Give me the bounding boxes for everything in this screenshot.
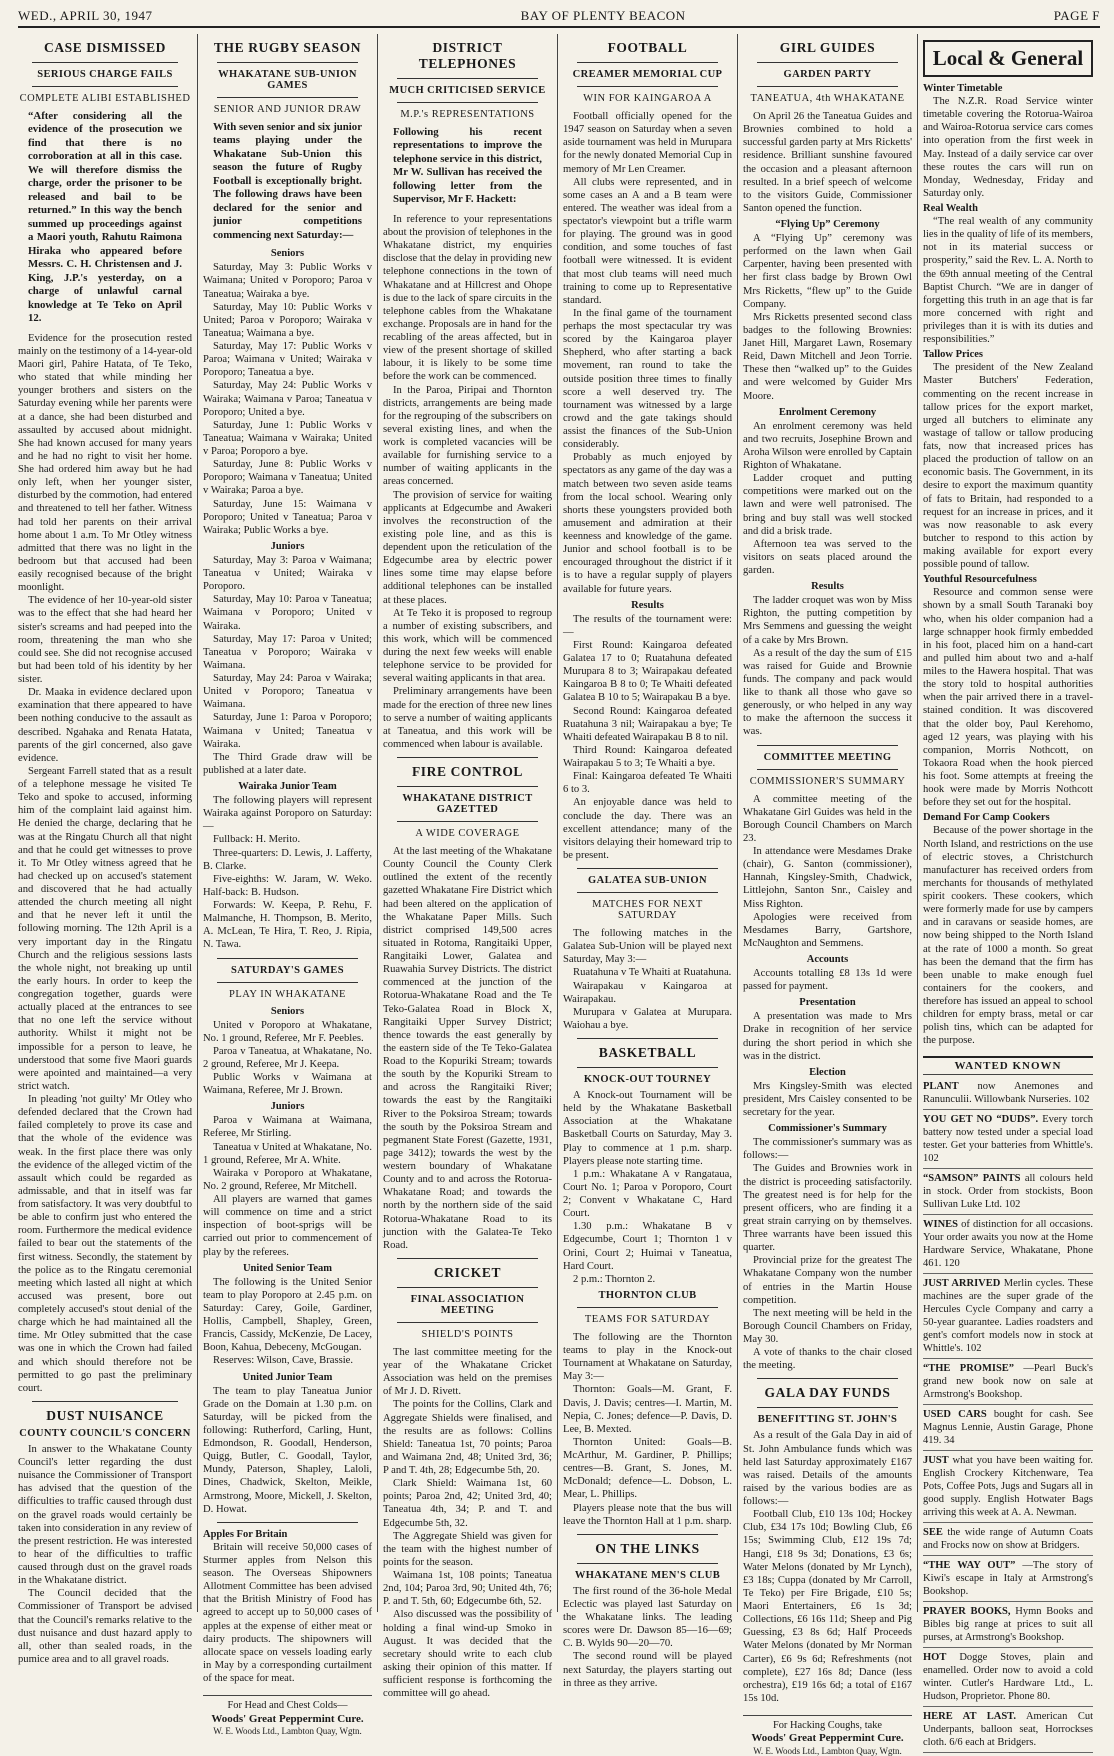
column-football xyxy=(558,34,738,1689)
divider xyxy=(577,868,718,869)
ad-text: of distinction for all occasions. Your order awaits you now at the Home Hardware Service, Whakatane, Phone 461. 120 xyxy=(923,1218,1094,1269)
fixture: Saturday, May 24: Paroa v Wairaka; United v Poroporo; Taneatua v Waimana. xyxy=(203,673,372,711)
ad-keyword: HERE AT LAST. xyxy=(923,1711,1017,1723)
divider xyxy=(32,1401,178,1402)
fixture: Saturday, June 8: Public Works v Poroporo; Waimana v Taneatua; United v Wairaka; Paroa a bye. xyxy=(203,459,372,497)
paragraph: Accounts totalling £8 13s 1d were passed for payment. xyxy=(743,968,912,993)
divider xyxy=(217,1522,358,1523)
paragraph: Dr. Maaka in evidence declared upon examination that there appeared to have been nothing conducive to the assault as described. Ngahaka and Renata Hatata, parents of the girl concerned, also gave evidence. xyxy=(18,687,192,764)
paragraph: In reference to your representations about the provision of telephones in the Whakatane district, my enquiries disclose that the delay in providing new telephone connections in the town of Whakatane and at Hillcrest and Ohope is due to the lack of spare circuits in the telephone cables from the Whakatane exchange. Proposals are in hand for the recabling of the areas affected, but in view of the present shortage of skilled labour, it is likely to be some time before the work can be commenced. xyxy=(383,213,552,383)
headline-football: FOOTBALL xyxy=(607,40,688,55)
paragraph: Britain will receive 50,000 cases of Sturmer apples from Nelson this season. The Overseas Shipowners Allotment Committee has been advised that the British Ministry of Food has agreed to accept up to 50,000 cases of apples at the expense of either meat or dairy products. The shipowners will allocate space on vessels loading early in May by a corresponding curtailment of the space for meat. xyxy=(203,1541,372,1685)
subhead: KNOCK-OUT TOURNEY xyxy=(583,1074,712,1085)
paragraph: The results of the tournament were:— xyxy=(563,613,732,638)
item-heading: Real Wealth xyxy=(923,203,978,214)
divider xyxy=(397,78,538,79)
paragraph: Mrs Kingsley-Smith was elected president, Mrs Caisley consented to be secretary for the year. xyxy=(743,1080,912,1118)
paragraph: Three-quarters: D. Lewis, J. Lafferty, B. Clarke. xyxy=(203,847,372,872)
paragraph: Provincial prize for the greatest The Whakatane Company won the number of entries in the Martin House competition. xyxy=(743,1255,912,1306)
fixture: Saturday, May 17: Public Works v Paroa; Waimana v United; Wairaka v Poroporo; Taneatua a bye. xyxy=(203,341,372,379)
paragraph: Murupara v Galatea at Murupara. Waiohau a bye. xyxy=(563,1006,732,1031)
divider xyxy=(757,745,898,746)
item-heading: Tallow Prices xyxy=(923,349,983,361)
section-heading: Wairaka Junior Team xyxy=(238,781,337,793)
divider xyxy=(397,786,538,787)
paragraph: Probably as much enjoyed by spectators as any game of the day was a match between two seven aside teams from the local school. Wearing only shorts these youngsters provided both amusement and admiration at their keenness and knowledge of the game. Junior and school football is to be encouraged throughout the district if it is to have a regular supply of players available for future years. xyxy=(563,452,732,595)
item-heading: Youthful Resourcefulness xyxy=(923,574,1037,586)
classified-ad xyxy=(923,1110,1093,1169)
ad-text: what you have been waiting for. English Crockery Kitchenware, Tea Pots, Coffee Pots, Jugs and Sugars all in good supply. English Hotwater Bags arriving this week at A. A. Newman. xyxy=(923,1454,1094,1518)
ad-text: bought for cash. See Magnus Lennie, Austin Garage, Phone 419. 34 xyxy=(923,1408,1093,1446)
classified-ad xyxy=(923,1602,1093,1648)
section-heading: Seniors xyxy=(270,248,305,260)
subhead: MUCH CRITICISED SERVICE xyxy=(389,85,546,96)
divider xyxy=(757,769,898,770)
paragraph: The Aggregate Shield was given for the team with the highest number of points for the season. xyxy=(383,1530,552,1568)
paragraph: 1 p.m.: Whakatane A v Rangataua, Court No. 1; Paroa v Poroporo, Court 2; Convent v Whakatane C, Hard Court. xyxy=(563,1168,732,1220)
fixture: Saturday, May 24: Public Works v Wairaka; Waimana v Paroa; Taneatua v Poroporo; United a bye. xyxy=(203,380,372,418)
headline-girl-guides: GIRL GUIDES xyxy=(779,40,876,55)
lead-paragraph: Following his recent representations to improve the telephone service in this district, Mr W. Sullivan has received the following letter from the Supervisor, Mr F. Hackett: xyxy=(393,126,542,206)
subhead: WHAKATANE SUB-UNION GAMES xyxy=(218,69,357,91)
classified-ad xyxy=(923,1359,1093,1405)
paragraph: The following are the Thornton teams to play in the Knock-out Tournament at Whakatane on Saturday, May 3:— xyxy=(563,1331,732,1383)
advert-line: For Hacking Coughs, take xyxy=(772,1720,883,1731)
page-number: PAGE F xyxy=(1053,8,1100,23)
headline-case-dismissed: CASE DISMISSED xyxy=(43,40,167,55)
paragraph: The following matches in the Galatea Sub-Union will be played next Saturday, May 3:— xyxy=(563,928,732,966)
ad-keyword: HOT xyxy=(923,1652,947,1664)
ad-text: Every torch battery now tested under a special load tester. Get your batteries from Whittle's. 102 xyxy=(923,1113,1094,1164)
ad-text: —Pearl Buck's grand new book now on sale at Armstrong's Bookshop. xyxy=(923,1362,1094,1400)
paragraph: Reserves: Wilson, Cave, Brassie. xyxy=(213,1355,354,1367)
paragraph: In answer to the Whakatane County Council's letter regarding the dust nuisance the Commissioner of Transport has advised that the question of the difficulties to traffic caused through dust on the gravel roads would certainly be taken into consideration in any review of the present restriction. He was interested to hear of the difficulties to traffic caused through dust on the gravel roads in the Whakatane district. xyxy=(18,1443,192,1587)
paragraph: The following players will represent Wairaka against Poroporo on Saturday:— xyxy=(203,795,372,833)
section-heading: Results xyxy=(811,581,844,593)
divider xyxy=(577,1307,718,1308)
ad-keyword: “SAMSON” PAINTS xyxy=(923,1172,1021,1184)
section-heading: Accounts xyxy=(806,954,849,965)
subhead: WIN FOR KAINGAROA A xyxy=(583,93,712,104)
classified-ad xyxy=(923,1451,1093,1523)
paragraph: Paroa v Taneatua, at Whakatane, No. 2 ground, Referee, Mr J. Keepa. xyxy=(203,1045,372,1070)
headline-rugby-season: THE RUGBY SEASON xyxy=(213,40,362,55)
paragraph: Preliminary arrangements have been made for the erection of three new lines to serve a number of waiting applicants at Taneatua, and this work will be commenced when labour is available. xyxy=(383,686,552,750)
subhead: CREAMER MEMORIAL CUP xyxy=(572,69,723,80)
divider xyxy=(757,62,898,63)
divider xyxy=(397,821,538,822)
paragraph: Resource and common sense were shown by a small South Taranaki boy who, when his older companion had a large schnapper hook firmly embedded in his foot, placed him on a hand-cart and pulled him about two and a-half miles to the Hawera hospital. That was the story told to hospital authorities when the pair arrived there in a travel-stained condition. It was discovered that the older boy, Paul Kerehomo, aged 12 years, was playing with his companion, Morris Nothcott, on Tokaora Road when the hook pierced his foot. Some attempts at freeing the hook were made by Morris Nothcott before they set out for the hospital. xyxy=(923,587,1093,809)
fixture: Saturday, May 10: Paroa v Taneatua; Waimana v Poroporo; United v Wairaka. xyxy=(203,594,372,632)
divider xyxy=(32,86,178,87)
paragraph: An enrolment ceremony was held and two recruits, Josephine Brown and Aroha Wilson were enrolled by Captain Righton of Whakatane. xyxy=(743,420,912,471)
paragraph: Because of the power shortage in the North Island, and restrictions on the use of electric stoves, a Christchurch manufacturer has received orders from merchants for thousands of methylated spirit cookers. These cookers, which were formerly made for use by campers and in caravans or seaside homes, are now being shipped to the North Island at the rate of 1000 a month. So great has been the demand that the firm has been unable to make enough fuel containers for the cookers, and therefore has issued an appeal to school children for empty brass, metal or car polish tins, which can be adapted for the purpose. xyxy=(923,825,1093,1047)
ad-text: Dogge Stoves, plain and enamelled. Order now to avoid a cold winter. Cutler's Hardware Ltd., L. Hudson, Proprietor. Phone 80. xyxy=(923,1652,1093,1703)
section-heading: THORNTON CLUB xyxy=(598,1289,697,1301)
paragraph: Second Round: Kaingaroa defeated Ruatahuna 3 nil; Wairapakau a bye; Te Whaiti defeated Wairapakau B 8 to nil. xyxy=(563,705,732,743)
subhead: GARDEN PARTY xyxy=(783,69,872,80)
advert-line: W. E. Woods Ltd., Lambton Quay, Wgtn. xyxy=(753,1745,902,1756)
paragraph: The second round will be played next Saturday, the players starting out in three as they arrive. xyxy=(563,1651,732,1689)
section-heading: Election xyxy=(809,1066,846,1078)
section-heading: Results xyxy=(631,599,664,611)
section-heading: United Senior Team xyxy=(242,1262,333,1274)
advert-box xyxy=(743,1715,912,1756)
headline-saturdays-games: SATURDAY'S GAMES xyxy=(231,964,344,976)
headline-district-telephones: DISTRICT TELEPHONES xyxy=(418,40,517,71)
subhead: TEAMS FOR SATURDAY xyxy=(584,1313,711,1325)
lead-paragraph: With seven senior and six junior teams playing under the Whakatane Sub-Union this season the future of Rugby Football is exceptionally bright. The following draws have been declared for the senior and junior competitions commencing next Saturday:— xyxy=(213,121,362,241)
subhead: SENIOR AND JUNIOR DRAW xyxy=(213,104,362,115)
paragraph: The team to play Taneatua Junior Grade on the Domain at 1.30 p.m. on Saturday, will be picked from the following: Rutherford, Carling, Hunt, Edmondson, R. Goodall, Henderson, Quigg, Butler, C. Goodall, Taylor, Mundy, Paterson, Shapley, Laloli, Dines, Chadwick, Skelton, Meikle, Armstrong, Moore, Mickell, J. Skelton, D. Howat. xyxy=(203,1385,372,1515)
paragraph: In the Paroa, Piripai and Thornton districts, arrangements are being made for the regrouping of the subscribers on several existing lines, and when the work is completed vacancies will be available for furnishing service to a number of waiting applicants in the areas concerned. xyxy=(383,384,552,488)
lead-paragraph: “After considering all the evidence of the prosecution we find that there is no corroboration at all in this case. We will therefore dismiss the charge, order the prisoner to be released and bail to be returned.” In this way the bench summed up proceedings against a Maori youth, Rahutu Raimona Hiraka who appeared before Messrs. C. H. Christensen and J. King, J.P.'s yesterday, on a charge of unlawful carnal knowledge at Te Teko on April 12. xyxy=(28,110,182,325)
subhead: FINAL ASSOCIATION MEETING xyxy=(410,1293,525,1316)
paragraph: At the last meeting of the Whakatane County Council the County Clerk outlined the extent of the recently gazetted Whakatane Fire District which had been altered on the application of the Whakatane Paper Mills. Such district comprised 149,500 acres situated in Rotoma, Rangitaiki Upper, Rangitaiki Lower, Galatea and Ruawahia Survey Districts. The district commenced at the junction of the Rotorua-Whakatane Road and the Te Teko-Galatea Road in Block X, Rangitaiki Upper Survey District; thence towards the east generally by the eastern side of the Te Teko-Galatea Road to the Kopuriki Stream; towards the south by the Kopuriki Stream to and across the Rangitaiki River; towards the east by the Rangitaiki River to the Poksiroa Stream; towards the south by the Poksiroa Stream and pegmanent State Forest (Gazette, 1931, page 3412); towards the west by the western boundary of Whakatane County and to and across the Rotorua-Whakatane Road; and towards the north by the northern side of the said Rotorua-Whakatane Road to its junction with the Galatea-Te Teko Road. xyxy=(383,846,552,1251)
paragraph: The Third Grade draw will be published at a later date. xyxy=(203,751,372,776)
divider xyxy=(577,892,718,893)
paragraph: Waimana 1st, 108 points; Taneatua 2nd, 104; Paroa 3rd, 90; United 4th, 76; P. and T. 5th, 60; Edgecumbe 6th, 52. xyxy=(383,1570,552,1608)
section-heading: “Flying Up” Ceremony xyxy=(775,219,880,230)
paragraph: All clubs were represented, and in some cases an A and a B team were entered. The weather was ideal from a spectator's viewpoint but a trifle warm for playing. The ground was in good condition, and some touches of fast football were witnessed. It is evident that most club teams will need much training to come up to Representative standard. xyxy=(563,176,732,306)
ad-keyword: USED CARS xyxy=(923,1408,987,1420)
paragraph: Wairapakau v Kaingaroa at Wairapakau. xyxy=(563,980,732,1005)
masthead xyxy=(18,6,1100,28)
ad-keyword: PLANT xyxy=(923,1080,959,1092)
ad-keyword: “THE PROMISE” xyxy=(923,1362,1015,1374)
subhead: WHAKATANE DISTRICT GAZETTED xyxy=(402,793,533,816)
classified-ad xyxy=(923,1523,1093,1556)
headline-cricket: CRICKET xyxy=(433,1264,502,1280)
divider xyxy=(577,1067,718,1068)
subhead: M.P.'s REPRESENTATIONS xyxy=(400,109,535,120)
subhead: TANEATUA, 4th WHAKATANE xyxy=(750,93,905,104)
divider xyxy=(397,757,538,758)
divider xyxy=(397,1258,538,1259)
ad-text: now Anemones and Ranunculii. Willowbank Nurseries. 102 xyxy=(923,1080,1094,1105)
ad-keyword: JUST ARRIVED xyxy=(923,1277,1001,1289)
column-district-telephones xyxy=(378,34,558,1700)
headline-gala-day-funds: GALA DAY FUNDS xyxy=(764,1385,891,1401)
ad-keyword: PRAYER BOOKS, xyxy=(923,1606,1011,1618)
divider xyxy=(217,958,358,959)
divider xyxy=(217,97,358,98)
paragraph: The last committee meeting for the year of the Whakatane Cricket Association was held on the premises of Mr J. D. Rivett. xyxy=(383,1346,552,1398)
paragraph: Ladder croquet and putting competitions were marked out on the lawn and were well patronised. The bring and buy stall was well stocked and did a brisk trade. xyxy=(743,473,912,537)
paper-name: BAY OF PLENTY BEACON xyxy=(520,8,686,23)
headline-galatea: GALATEA SUB-UNION xyxy=(588,875,707,886)
paragraph: Ruatahuna v Te Whaiti at Ruatahuna. xyxy=(573,967,732,979)
classified-ad xyxy=(923,1405,1093,1451)
column-case-dismissed xyxy=(18,34,198,1665)
classified-ad xyxy=(923,1274,1093,1359)
headline-local-general: Local & General xyxy=(932,46,1084,70)
advert-line: For Head and Chest Colds— xyxy=(227,1700,348,1712)
ad-text: all colours held in stock. Order from stockists, Boon Sullivan Luke Ltd. 102 xyxy=(923,1172,1094,1210)
paragraph: The evidence of her 10-year-old sister was to the effect that she had heard her sister's screams and had peeped into the room, threatening the man who she could see. She did not recognise accused but had been told of his identity by her sister. xyxy=(18,595,192,685)
fixture: Saturday, May 3: Public Works v Waimana; United v Poroporo; Paroa v Taneatua; Wairaka a bye. xyxy=(203,262,372,300)
paragraph: Football officially opened for the 1947 season on Saturday when a seven aside tournament was held in Murupara for the newly donated Memorial Cup in memory of Mr Len Creamer. xyxy=(563,111,732,175)
paragraph: Mrs Ricketts presented second class badges to the following Brownies: Janet Hill, Margaret Lawn, Rosemary Reid, Dawn Mitchell and Jeon Torrie. These then “walked up” to the Guides and were welcomed by Guider Mrs Moore. xyxy=(743,311,912,402)
paragraph: Players please note that the bus will leave the Thornton Hall at 1 p.m. sharp. xyxy=(563,1502,732,1527)
paragraph: 2 p.m.: Thornton 2. xyxy=(573,1273,656,1285)
section-heading: Seniors xyxy=(270,1005,305,1017)
ad-keyword: SEE xyxy=(923,1526,943,1538)
paragraph: Sergeant Farrell stated that as a result of a telephone message he visited Te Teko and spoke to accused, informing him of the complaint laid against him. He denied the charge, declaring that he was at the Ringatu Church all that night and that he could get witnesses to prove it. To Mr Otley witness agreed that he had checked up on accused's statement and discovered that he had actually attended the church meeting all night and that he never left it until the following morning. The 12th April is a very important day in the Ringatu Church and the religious sessions lasts the whole night, not breaking up until the early hours. In order to keep the congregation together, guards were actually placed at the entrances to see that no one left the service without authority. Whilst it might not be impossible for a person to leave, he understood that some five Maori guards were apointed and maintained—a very strict watch. xyxy=(18,765,192,1092)
subhead: SHIELD'S POINTS xyxy=(421,1328,514,1340)
headline-committee-meeting: COMMITTEE MEETING xyxy=(763,751,892,763)
paragraph: First Round: Kaingaroa defeated Galatea 17 to 0; Ruatahuna defeated Murupara 8 to 3; Wairapakau defeated Kaingaroa B 8 to 0; Te Whaiti defeated Galatea B 10 to 5; Wairapakau B a bye. xyxy=(563,639,732,704)
paragraph: A Knock-out Tournament will be held by the Whakatane Basketball Association at the Whakatane Basketball Courts on Saturday, May 3. Play to commence at 1 p.m. sharp. Players please note starting time. xyxy=(563,1090,732,1167)
paragraph: All players are warned that games will commence on time and a strict inspection of boot-sprigs will be carried out prior to commencement of play by the referees. xyxy=(203,1194,372,1258)
headline-on-the-links: ON THE LINKS xyxy=(595,1540,700,1556)
classified-ad xyxy=(923,1169,1093,1215)
divider xyxy=(757,1407,898,1408)
wanted-known-heading: WANTED KNOWN xyxy=(923,1056,1093,1075)
paragraph: A presentation was made to Mrs Drake in recognition of her service during the short period in which she was in the district. xyxy=(743,1011,912,1062)
ad-text: American Cut Underpants, balloon seat, Horrockses cloth. 6/6 each at Bridgers. xyxy=(923,1711,1093,1749)
paragraph: Forwards: W. Keepa, P. Rehu, F. Malmanche, H. Thompson, B. Merito, A. McLean, Te Hira, T. Reo, J. Ripia, N. Tawa. xyxy=(203,900,372,951)
divider xyxy=(577,1038,718,1039)
paragraph: The next meeting will be held in the Borough Council Chambers on Friday, May 30. xyxy=(743,1307,912,1345)
fixture: Saturday, May 3: Paroa v Waimana; Taneatua v United; Wairaka v Poroporo. xyxy=(203,554,372,593)
paragraph: Wairaka v Poroporo at Whakatane, No. 2 ground, Referee, Mr Mitchell. xyxy=(203,1167,372,1192)
classified-ad xyxy=(923,1707,1093,1753)
paragraph: United v Poroporo at Whakatane, No. 1 ground, Referee, Mr F. Peebles. xyxy=(203,1019,372,1044)
paragraph: A “Flying Up” ceremony was performed on the lawn when Gail Carpenter, having been presented with her first class badge by Brown Owl Mrs Ricketts, “flew up” to the Guide Company. xyxy=(743,233,912,310)
advert-brand: Woods' Great Peppermint Cure. xyxy=(751,1732,904,1745)
paragraph: At Te Teko it is proposed to regroup a number of existing subscribers, and this work, which will be commenced during the next few weeks will enable telephone service to be provided for several waiting applicants in that area. xyxy=(383,607,552,685)
paragraph: A committee meeting of the Whakatane Girl Guides was held in the Borough Council Chambers on March 23. xyxy=(743,793,912,844)
paragraph: Third Round: Kaingaroa defeated Wairapakau 5 to 3; Te Whaiti a bye. xyxy=(563,744,732,769)
paragraph: Also discussed was the possibility of holding a final wind-up Smoko in August. It was decided that the secretary should write to each club asking their opinion of this matter. If sufficient response is forthcoming the committee will go ahead. xyxy=(383,1609,552,1700)
item-heading: Demand For Camp Cookers xyxy=(923,812,1050,824)
ad-keyword: “THE WAY OUT” xyxy=(923,1560,1016,1571)
paragraph: Evidence for the prosecution rested mainly on the testimony of a 14-year-old Maori girl, Pahire Hatata, of Te Teko, who stated that while minding her younger brothers and sisters on the Saturday evening while her parents were at a dance, she had been disturbed and assaulted by accused about midnight. She had known accused for many years and he had no right to visit her home. She had ordered him away but he had only left, when her younger sister, disturbed by the commotion, had entered and threatened to tell her father. Witness had told her parents on their arrival home about 1 a.m. To Mr Otley witness admitted that there was no light in the bedroom but that accused had been easily recognised because of the bright moonlight. xyxy=(18,332,192,594)
section-heading: United Junior Team xyxy=(242,1371,333,1383)
ad-text: —The story of Kiwi's escape in Italy at Armstrong's Bookshop. xyxy=(923,1560,1094,1598)
paragraph: The president of the New Zealand Master Butchers' Federation, commenting on the recent increase in tallow prices for the export market, urged all butchers to eliminate any wastage of tallow or tallow producing fats, now that increased prices has placed the production of tallow on an economic basis. The Government, in its desire to export the maximum quantity of fats to Britain, had responded to a request for an increase in prices, and it was now reasonable to ask every butcher to respond to this action by making available for export every possible pound of tallow. xyxy=(923,362,1093,571)
subhead: PLAY IN WHAKATANE xyxy=(229,988,346,1000)
advert-brand: Woods' Great Peppermint Cure. xyxy=(211,1712,364,1725)
column-girl-guides xyxy=(738,34,918,1756)
subhead: COUNTY COUNCIL'S CONCERN xyxy=(19,1427,191,1439)
ad-keyword: JUST xyxy=(923,1454,949,1466)
subhead: COMMISSIONER'S SUMMARY xyxy=(749,775,906,787)
advert-box xyxy=(203,1695,372,1736)
ad-keyword: WINES xyxy=(923,1218,959,1230)
fixture: Saturday, May 10: Public Works v United; Paroa v Poroporo; Wairaka v Taneatua; Waimana a bye. xyxy=(203,301,372,339)
paragraph: In attendance were Mesdames Drake (chair), G. Santon (commissioner), Hannah, Kingsley-Smith, Chadwick, Littlejohn, Santon Snr., Caisley and Miss Righton. xyxy=(743,846,912,910)
paragraph: The Council decided that the Commissioner of Transport be advised that the Council's remarks relative to the dust nuisance and dust hazard apply to all, other than sealed roads, in the pumice area and to all gravel roads. xyxy=(18,1588,192,1665)
section-heading: Juniors xyxy=(270,1101,305,1113)
classified-ad xyxy=(923,1648,1093,1707)
headline-dust-nuisance: DUST NUISANCE xyxy=(46,1407,164,1423)
issue-date: WED., APRIL 30, 1947 xyxy=(18,8,153,23)
paragraph: The points for the Collins, Clark and Aggregate Shields were finalised, and the results are as follows: Collins Shield: Taneatua 1st, 70 points; Paroa and Waimana 2nd, 48; United 3rd, 36; P and T. 4th, 28; Edgecumbe 5th, 20. xyxy=(383,1399,552,1477)
classified-ad xyxy=(923,1215,1093,1274)
paragraph: As a result of the Gala Day in aid of St. John Ambulance funds which was held last Saturday approximately £167 was raised. Details of the amounts raised by the various bodies are as follows:— xyxy=(743,1430,912,1507)
paragraph: Clark Shield: Waimana 1st, 60 points; Paroa 2nd, 42; United 3rd, 40; Taneatua 4th, 34; P. and T. and Edgecumbe 5th, 32. xyxy=(383,1478,552,1529)
headline-basketball: BASKETBALL xyxy=(598,1045,697,1060)
section-heading: Juniors xyxy=(270,540,305,552)
fixture: Saturday, June 1: Public Works v Taneatua; Waimana v Wairaka; United v Paroa; Poroporo a bye. xyxy=(203,419,372,458)
paragraph: Thornton: Goals—M. Grant, F. Davis, J. Davis; centres—I. Martin, M. Nepia, C. Jones; defence—P. Davis, D. Lee, B. Mexted. xyxy=(563,1384,732,1435)
paragraph: On April 26 the Taneatua Guides and Brownies combined to hold a successful garden party at Mrs Ricketts' residence. Brilliant sunshine favoured the occasion and a pleasant afternoon resulted. In a brief speech of welcome to the visitors Guide, Commissioner Santon opened the function. xyxy=(743,111,912,214)
divider xyxy=(577,86,718,87)
paragraph: Paroa v Waimana at Waimana, Referee, Mr Stirling. xyxy=(203,1115,372,1140)
paragraph: Taneatua v United at Whakatane, No. 1 ground, Referee, Mr A. White. xyxy=(203,1141,372,1166)
ad-text: Merlin cycles. These machines are the super grade of the Hercules Cycle Company and carry a 50-year guarantee. Ladies roadsters and gent's comfort models now in stock at Whittle's. 102 xyxy=(923,1277,1093,1354)
paragraph: The first round of the 36-hole Medal Eclectic was played last Saturday on the Whakatane links. The leading scores were Dr. Dawson 85—16—69; C. B. Wylds 90—20—70. xyxy=(563,1585,732,1650)
fixture: Saturday, June 15: Waimana v Poroporo; United v Taneatua; Paroa v Wairaka; Public Works a bye. xyxy=(203,498,372,536)
divider xyxy=(577,1534,718,1535)
paragraph: Final: Kaingaroa defeated Te Whaiti 6 to 3. xyxy=(563,771,732,796)
paragraph: As a result of the day the sum of £15 was raised for Guide and Brownie funds. The company and pack would like to thank all those who gave so generously, or who helped in any way to make the afternoon the success it was. xyxy=(743,647,912,738)
item-heading: Winter Timetable xyxy=(923,83,1003,94)
subhead: WHAKATANE MEN'S CLUB xyxy=(574,1569,721,1581)
paragraph: 1.30 p.m.: Whakatane B v Edgecumbe, Court 1; Thornton 1 v Orini, Court 2; Huimai v Taneatua, Hard Court. xyxy=(563,1221,732,1272)
divider xyxy=(217,62,358,63)
paragraph: Fullback: H. Merito. xyxy=(213,834,301,846)
paragraph: In pleading 'not guilty' Mr Otley who defended declared that the Crown had failed completely to prove its case and that the whole of the evidence was weak. In the first place there was only the evidence of the alleged victim of the assault which could be regarded as admissable, and that in itself was far from satisfactory. It was very doubtful to be able to confirm just who entered the room. Furthermore the medical evidence failed to bear out the statements of the first witness. Secondly, the statement by the police as to the Ringatu ceremonial meeting which lasted all night at which accused was present, bore out completely accused's stout denial of the charge which he had maintained all the time. Mr Otley submitted that the case was one in which the Crown had failed and which should therefore not be permitted to go past the preliminary court. xyxy=(18,1094,192,1394)
section-heading: Apples For Britain xyxy=(203,1528,288,1540)
paragraph: The following is the United Senior team to play Poroporo at 2.45 p.m. on Saturday: Carey, Goile, Gardiner, Hollis, Campbell, Shapley, Green, Francis, Cassidy, McKenzie, De Lacey, Boon, Kahua, Debeceny, McGougan. xyxy=(203,1276,372,1354)
ad-keyword: YOU GET NO “DUDS”. xyxy=(923,1113,1039,1125)
newspaper-columns xyxy=(18,34,1100,1756)
paragraph: Five-eighths: W. Jaram, W. Weko. Half-back: B. Hudson. xyxy=(203,873,372,898)
paragraph: An enjoyable dance was held to conclude the day. There was an excellent attendance; many of the visitors delaying their homeward trip to be present. xyxy=(563,797,732,861)
subhead: MATCHES FOR NEXT SATURDAY xyxy=(592,899,703,921)
classified-ad xyxy=(923,1077,1093,1110)
column-local-general xyxy=(918,34,1098,1749)
paragraph: The provision of service for waiting applicants at Edgecumbe and Awakeri involves the reconstruction of the existing pole line, and as this is dependent upon the reticulation of the Edgecumbe area by electric power lines some time may elapse before additional telephones can be installed at these places. xyxy=(383,489,552,606)
divider xyxy=(397,102,538,103)
paragraph: “The real wealth of any community lies in the quality of life of its members, not in its material success or prosperity,” said the Rev. L. A. North to the 69th annual meeting of the Central Baptist Church. “We are in danger of forgetting this truth in an age that is far more concerned with right and privileges than it is with its duties and responsibilities.” xyxy=(923,216,1093,346)
ad-text: the wide range of Autumn Coats and Frocks now on show at Bridgers. xyxy=(923,1526,1093,1551)
divider xyxy=(217,982,358,983)
paragraph: The N.Z.R. Road Service winter timetable covering the Rotorua-Wairoa and Wairoa-Rotorua service cars comes into operation from the first week in May. Instead of a daily service car over these routes the cars will run on Monday, Wednesday, Friday and Saturday only. xyxy=(923,96,1093,199)
subhead: A WIDE COVERAGE xyxy=(415,828,520,840)
paragraph: Football Club, £10 13s 10d; Hockey Club, £34 17s 10d; Bowling Club, £6 15s; Swimming Club, £12 19s 7d; Hangi, £18 9s 3d; Donations, £3 6s; Water Melons (donated by Mr Lynch), £3 18s; Cuppa (donated by Mr Carroll, Te Teko) per Fire Brigade, £10 5s; Maori Entertainers, £6 1s 3d; Collections, £6 16s 11d; Sheep and Pig Guessing, £3 8s 6d; Half Proceeds Water Melons (donated by Mr Norman Carter), £6 9s 6d; Refreshments (not complete), £27 16s 8d; Dance (less orchestra), £19 16s 6d; a total of £167 15s 10d. xyxy=(743,1509,912,1704)
headline-fire-control: FIRE CONTROL xyxy=(411,764,524,780)
fixture: Saturday, June 1: Paroa v Poroporo; Waimana v United; Taneatua v Wairaka. xyxy=(203,712,372,750)
column-rugby-season xyxy=(198,34,378,1736)
subhead: BENEFITTING ST. JOHN'S xyxy=(757,1414,898,1426)
divider xyxy=(757,86,898,87)
paragraph: Apologies were received from Mesdames Barry, Gartshore, McNaughton and Semmens. xyxy=(743,911,912,949)
paragraph: Afternoon tea was served to the visitors on seats placed around the garden. xyxy=(743,538,912,576)
paragraph: The Guides and Brownies work in the district is proceeding satisfactorily. The greatest need is for help for the present officers, who are finding it a great strain carrying on by themselves. Three warrants have been issued this quarter. xyxy=(743,1163,912,1254)
divider xyxy=(577,62,718,63)
subhead: COMPLETE ALIBI ESTABLISHED xyxy=(19,93,191,104)
section-heading: Presentation xyxy=(799,997,856,1009)
classified-ad xyxy=(923,1556,1093,1602)
paragraph: In the final game of the tournament perhaps the most spectacular try was scored by the Kaingaroa player Shepherd, who after starting a back movement, ran round to take the outside position three times to finally score a well deserved try. The tournament was witnessed by a large crowd and the gate takings should assist the finances of the Sub-Union considerably. xyxy=(563,307,732,451)
divider xyxy=(397,1287,538,1288)
ad-text: Hymn Books and Bibles big range at prices to suit all purses, at Armstrong's Bookshop. xyxy=(923,1606,1094,1644)
section-heading: Enrolment Ceremony xyxy=(778,406,877,418)
advert-line: W. E. Woods Ltd., Lambton Quay, Wgtn. xyxy=(213,1725,362,1736)
divider xyxy=(397,1322,538,1323)
divider xyxy=(32,62,178,63)
paragraph: The ladder croquet was won by Miss Righton, the putting competition by Mrs Semmens and guessing the weight of a cake by Mrs Brown. xyxy=(743,595,912,646)
divider xyxy=(577,1563,718,1564)
fixture: Saturday, May 17: Paroa v United; Taneatua v Poroporo; Wairaka v Waimana. xyxy=(203,633,372,671)
paragraph: Public Works v Waimana at Waimana, Referee, Mr J. Brown. xyxy=(203,1072,372,1097)
subhead: SERIOUS CHARGE FAILS xyxy=(37,69,173,80)
local-general-banner xyxy=(923,40,1093,77)
paragraph: The commissioner's summary was as follows:— xyxy=(743,1137,912,1162)
divider xyxy=(757,1378,898,1379)
section-heading: Commissioner's Summary xyxy=(768,1123,887,1135)
paragraph: Thornton United: Goals—B. McArthur, M. Gardiner, P. Phillips; centres—B. Grant, S. Jones, M. McDonald; defence—L. Dobson, L. Mear, L. Phillips. xyxy=(563,1436,732,1501)
paragraph: A vote of thanks to the chair closed the meeting. xyxy=(743,1347,912,1372)
